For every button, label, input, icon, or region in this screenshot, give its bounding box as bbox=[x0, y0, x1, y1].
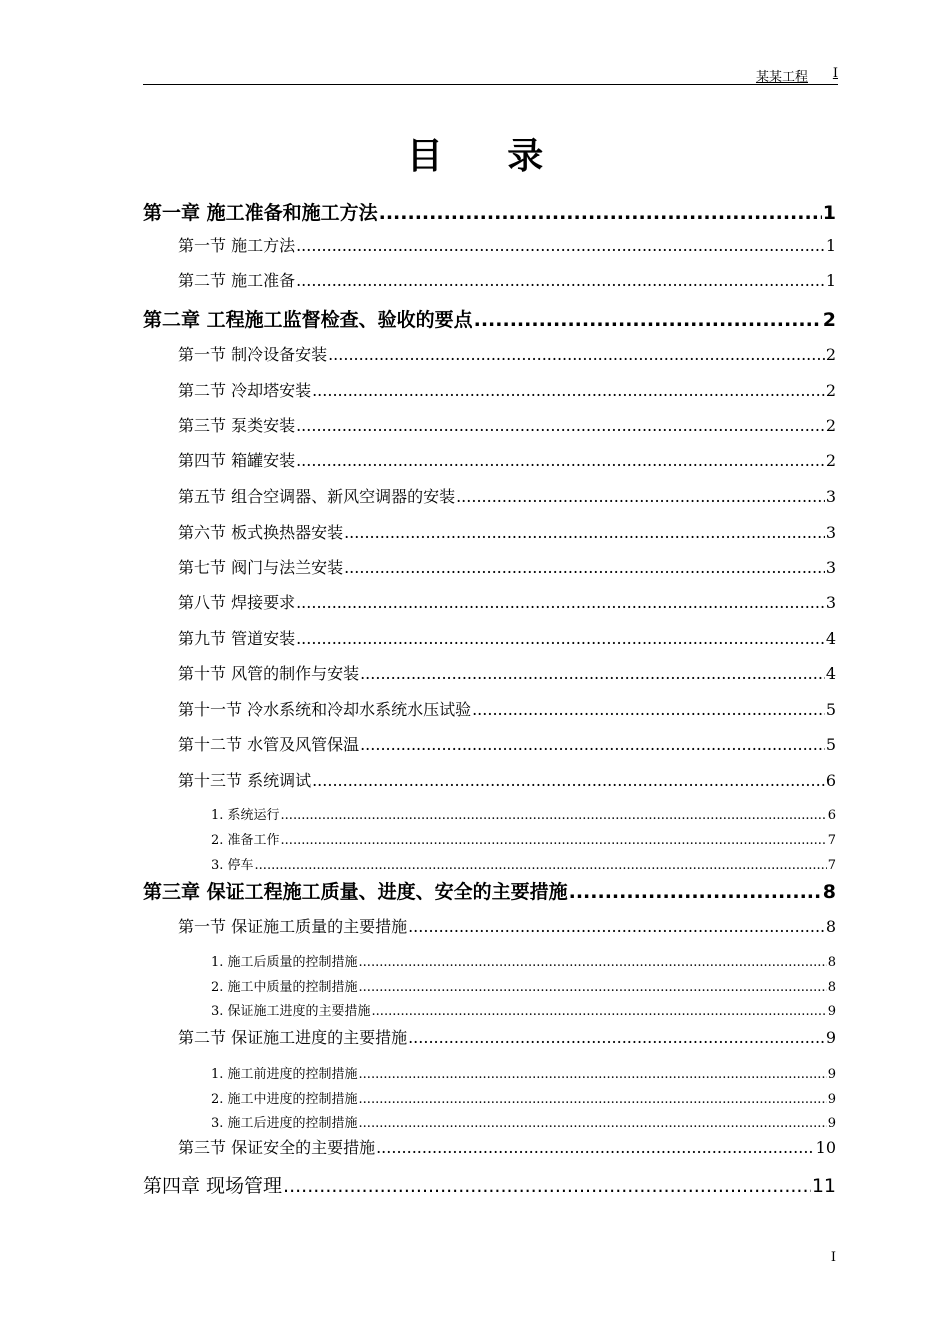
toc-subsection-entry[interactable] bbox=[211, 1112, 836, 1131]
toc-entry-label: 第三节 保证安全的主要措施 bbox=[178, 1138, 376, 1157]
toc-dot-leader bbox=[360, 735, 825, 754]
toc-dot-leader bbox=[456, 487, 825, 506]
toc-dot-leader bbox=[328, 345, 825, 364]
toc-section-entry[interactable] bbox=[178, 448, 836, 471]
toc-section-entry[interactable] bbox=[178, 555, 836, 578]
toc-entry-page-number: 2 bbox=[822, 309, 836, 331]
toc-entry-label: 第十一节 冷水系统和冷却水系统水压试验 bbox=[178, 700, 472, 719]
toc-entry-page-number: 3 bbox=[825, 487, 836, 506]
toc-dot-leader bbox=[408, 917, 825, 936]
toc-entry-page-number: 10 bbox=[815, 1138, 836, 1157]
toc-entry-page-number: 7 bbox=[827, 833, 836, 848]
toc-dot-leader bbox=[344, 523, 825, 542]
toc-entry-label: 第八节 焊接要求 bbox=[178, 593, 296, 612]
toc-dot-leader bbox=[296, 451, 825, 470]
toc-dot-leader bbox=[296, 271, 825, 290]
page-header bbox=[143, 60, 838, 85]
toc-entry-label: 第四章 现场管理 bbox=[143, 1175, 283, 1197]
toc-dot-leader bbox=[255, 858, 827, 873]
toc-entry-page-number: 9 bbox=[827, 1092, 836, 1107]
toc-section-entry[interactable] bbox=[178, 768, 836, 791]
toc-entry-page-number: 11 bbox=[811, 1175, 836, 1197]
toc-section-entry[interactable] bbox=[178, 1135, 836, 1158]
toc-subsection-entry[interactable] bbox=[211, 854, 836, 873]
toc-chapter-entry[interactable] bbox=[143, 877, 836, 904]
toc-dot-leader bbox=[379, 202, 822, 224]
toc-chapter-entry[interactable] bbox=[143, 198, 836, 225]
toc-section-entry[interactable] bbox=[178, 378, 836, 401]
toc-entry-label: 第六节 板式换热器安装 bbox=[178, 523, 344, 542]
toc-entry-page-number: 8 bbox=[822, 881, 836, 903]
toc-subsection-entry[interactable] bbox=[211, 804, 836, 823]
toc-entry-page-number: 4 bbox=[825, 629, 836, 648]
header-page-number: I bbox=[832, 66, 838, 81]
toc-entry-label: 1. 系统运行 bbox=[211, 808, 280, 823]
toc-dot-leader bbox=[296, 416, 825, 435]
footer-page-number: I bbox=[830, 1250, 836, 1265]
toc-entry-page-number: 7 bbox=[827, 858, 836, 873]
toc-section-entry[interactable] bbox=[178, 914, 836, 937]
toc-entry-label: 2. 施工中质量的控制措施 bbox=[211, 980, 358, 995]
toc-dot-leader bbox=[359, 1092, 827, 1107]
toc-entry-page-number: 2 bbox=[825, 451, 836, 470]
toc-entry-page-number: 2 bbox=[825, 416, 836, 435]
toc-dot-leader bbox=[281, 808, 827, 823]
toc-section-entry[interactable] bbox=[178, 413, 836, 436]
toc-entry-page-number: 9 bbox=[827, 1067, 836, 1082]
toc-entry-label: 第三章 保证工程施工质量、进度、安全的主要措施 bbox=[143, 881, 568, 903]
toc-section-entry[interactable] bbox=[178, 697, 836, 720]
toc-entry-page-number: 5 bbox=[825, 700, 836, 719]
toc-section-entry[interactable] bbox=[178, 268, 836, 291]
toc-entry-page-number: 8 bbox=[827, 980, 836, 995]
toc-subsection-entry[interactable] bbox=[211, 976, 836, 995]
toc-section-entry[interactable] bbox=[178, 342, 836, 365]
toc-title: 目 录 bbox=[406, 136, 570, 177]
toc-dot-leader bbox=[372, 1004, 827, 1019]
toc-dot-leader bbox=[360, 664, 825, 683]
toc-entry-label: 第十三节 系统调试 bbox=[178, 771, 312, 790]
toc-subsection-entry[interactable] bbox=[211, 829, 836, 848]
toc-entry-label: 第四节 箱罐安装 bbox=[178, 451, 296, 470]
toc-entry-page-number: 1 bbox=[825, 236, 836, 255]
toc-dot-leader bbox=[344, 558, 825, 577]
toc-entry-page-number: 5 bbox=[825, 735, 836, 754]
header-document-name: 某某工程 bbox=[755, 70, 808, 85]
toc-section-entry[interactable] bbox=[178, 233, 836, 256]
toc-section-entry[interactable] bbox=[178, 732, 836, 755]
toc-entry-label: 2. 施工中进度的控制措施 bbox=[211, 1092, 358, 1107]
toc-entry-page-number: 6 bbox=[827, 808, 836, 823]
toc-entry-page-number: 3 bbox=[825, 523, 836, 542]
toc-dot-leader bbox=[296, 593, 825, 612]
toc-entry-label: 第二节 冷却塔安装 bbox=[178, 381, 312, 400]
toc-entry-label: 3. 停车 bbox=[211, 858, 254, 873]
toc-entry-page-number: 3 bbox=[825, 558, 836, 577]
toc-entry-label: 第一节 制冷设备安装 bbox=[178, 345, 328, 364]
toc-dot-leader bbox=[474, 309, 822, 331]
toc-section-entry[interactable] bbox=[178, 520, 836, 543]
toc-subsection-entry[interactable] bbox=[211, 1088, 836, 1107]
toc-entry-label: 第十节 风管的制作与安装 bbox=[178, 664, 360, 683]
toc-entry-label: 第二章 工程施工监督检查、验收的要点 bbox=[143, 309, 473, 331]
toc-dot-leader bbox=[359, 1067, 827, 1082]
toc-entry-label: 第二节 施工准备 bbox=[178, 271, 296, 290]
toc-dot-leader bbox=[359, 980, 827, 995]
toc-entry-page-number: 9 bbox=[827, 1004, 836, 1019]
toc-entry-page-number: 2 bbox=[825, 381, 836, 400]
toc-entry-label: 1. 施工后质量的控制措施 bbox=[211, 955, 358, 970]
toc-dot-leader bbox=[296, 236, 825, 255]
toc-entry-page-number: 1 bbox=[822, 202, 836, 224]
toc-dot-leader bbox=[569, 881, 822, 903]
toc-entry-page-number: 9 bbox=[825, 1028, 836, 1047]
toc-section-entry[interactable] bbox=[178, 661, 836, 684]
toc-entry-label: 3. 保证施工进度的主要措施 bbox=[211, 1004, 371, 1019]
toc-dot-leader bbox=[376, 1138, 815, 1157]
toc-section-entry[interactable] bbox=[178, 590, 836, 613]
toc-entry-page-number: 2 bbox=[825, 345, 836, 364]
toc-entry-label: 第三节 泵类安装 bbox=[178, 416, 296, 435]
toc-subsection-entry[interactable] bbox=[211, 951, 836, 970]
toc-subsection-entry[interactable] bbox=[211, 1063, 836, 1082]
toc-dot-leader bbox=[312, 381, 825, 400]
toc-entry-label: 第五节 组合空调器、新风空调器的安装 bbox=[178, 487, 456, 506]
toc-subsection-entry[interactable] bbox=[211, 1000, 836, 1019]
toc-entry-label: 1. 施工前进度的控制措施 bbox=[211, 1067, 358, 1082]
toc-entry-label: 第九节 管道安装 bbox=[178, 629, 296, 648]
toc-entry-page-number: 8 bbox=[827, 955, 836, 970]
toc-entry-label: 第一章 施工准备和施工方法 bbox=[143, 202, 378, 224]
toc-entry-label: 3. 施工后进度的控制措施 bbox=[211, 1116, 358, 1131]
toc-dot-leader bbox=[359, 955, 827, 970]
toc-chapter-entry[interactable] bbox=[143, 1171, 836, 1198]
toc-entry-label: 第一节 施工方法 bbox=[178, 236, 296, 255]
toc-entry-label: 2. 准备工作 bbox=[211, 833, 280, 848]
toc-chapter-entry[interactable] bbox=[143, 305, 836, 332]
toc-entry-page-number: 3 bbox=[825, 593, 836, 612]
toc-entry-label: 第一节 保证施工质量的主要措施 bbox=[178, 917, 408, 936]
toc-section-entry[interactable] bbox=[178, 1025, 836, 1048]
toc-entry-label: 第七节 阀门与法兰安装 bbox=[178, 558, 344, 577]
toc-section-entry[interactable] bbox=[178, 484, 836, 507]
toc-dot-leader bbox=[408, 1028, 825, 1047]
toc-dot-leader bbox=[283, 1175, 811, 1197]
toc-entry-page-number: 4 bbox=[825, 664, 836, 683]
toc-dot-leader bbox=[296, 629, 825, 648]
toc-entry-page-number: 6 bbox=[825, 771, 836, 790]
toc-dot-leader bbox=[281, 833, 827, 848]
toc-dot-leader bbox=[312, 771, 825, 790]
toc-entry-page-number: 1 bbox=[825, 271, 836, 290]
toc-section-entry[interactable] bbox=[178, 626, 836, 649]
toc-dot-leader bbox=[472, 700, 825, 719]
toc-entry-label: 第十二节 水管及风管保温 bbox=[178, 735, 360, 754]
toc-entry-page-number: 9 bbox=[827, 1116, 836, 1131]
toc-entry-page-number: 8 bbox=[825, 917, 836, 936]
toc-dot-leader bbox=[359, 1116, 827, 1131]
toc-entry-label: 第二节 保证施工进度的主要措施 bbox=[178, 1028, 408, 1047]
